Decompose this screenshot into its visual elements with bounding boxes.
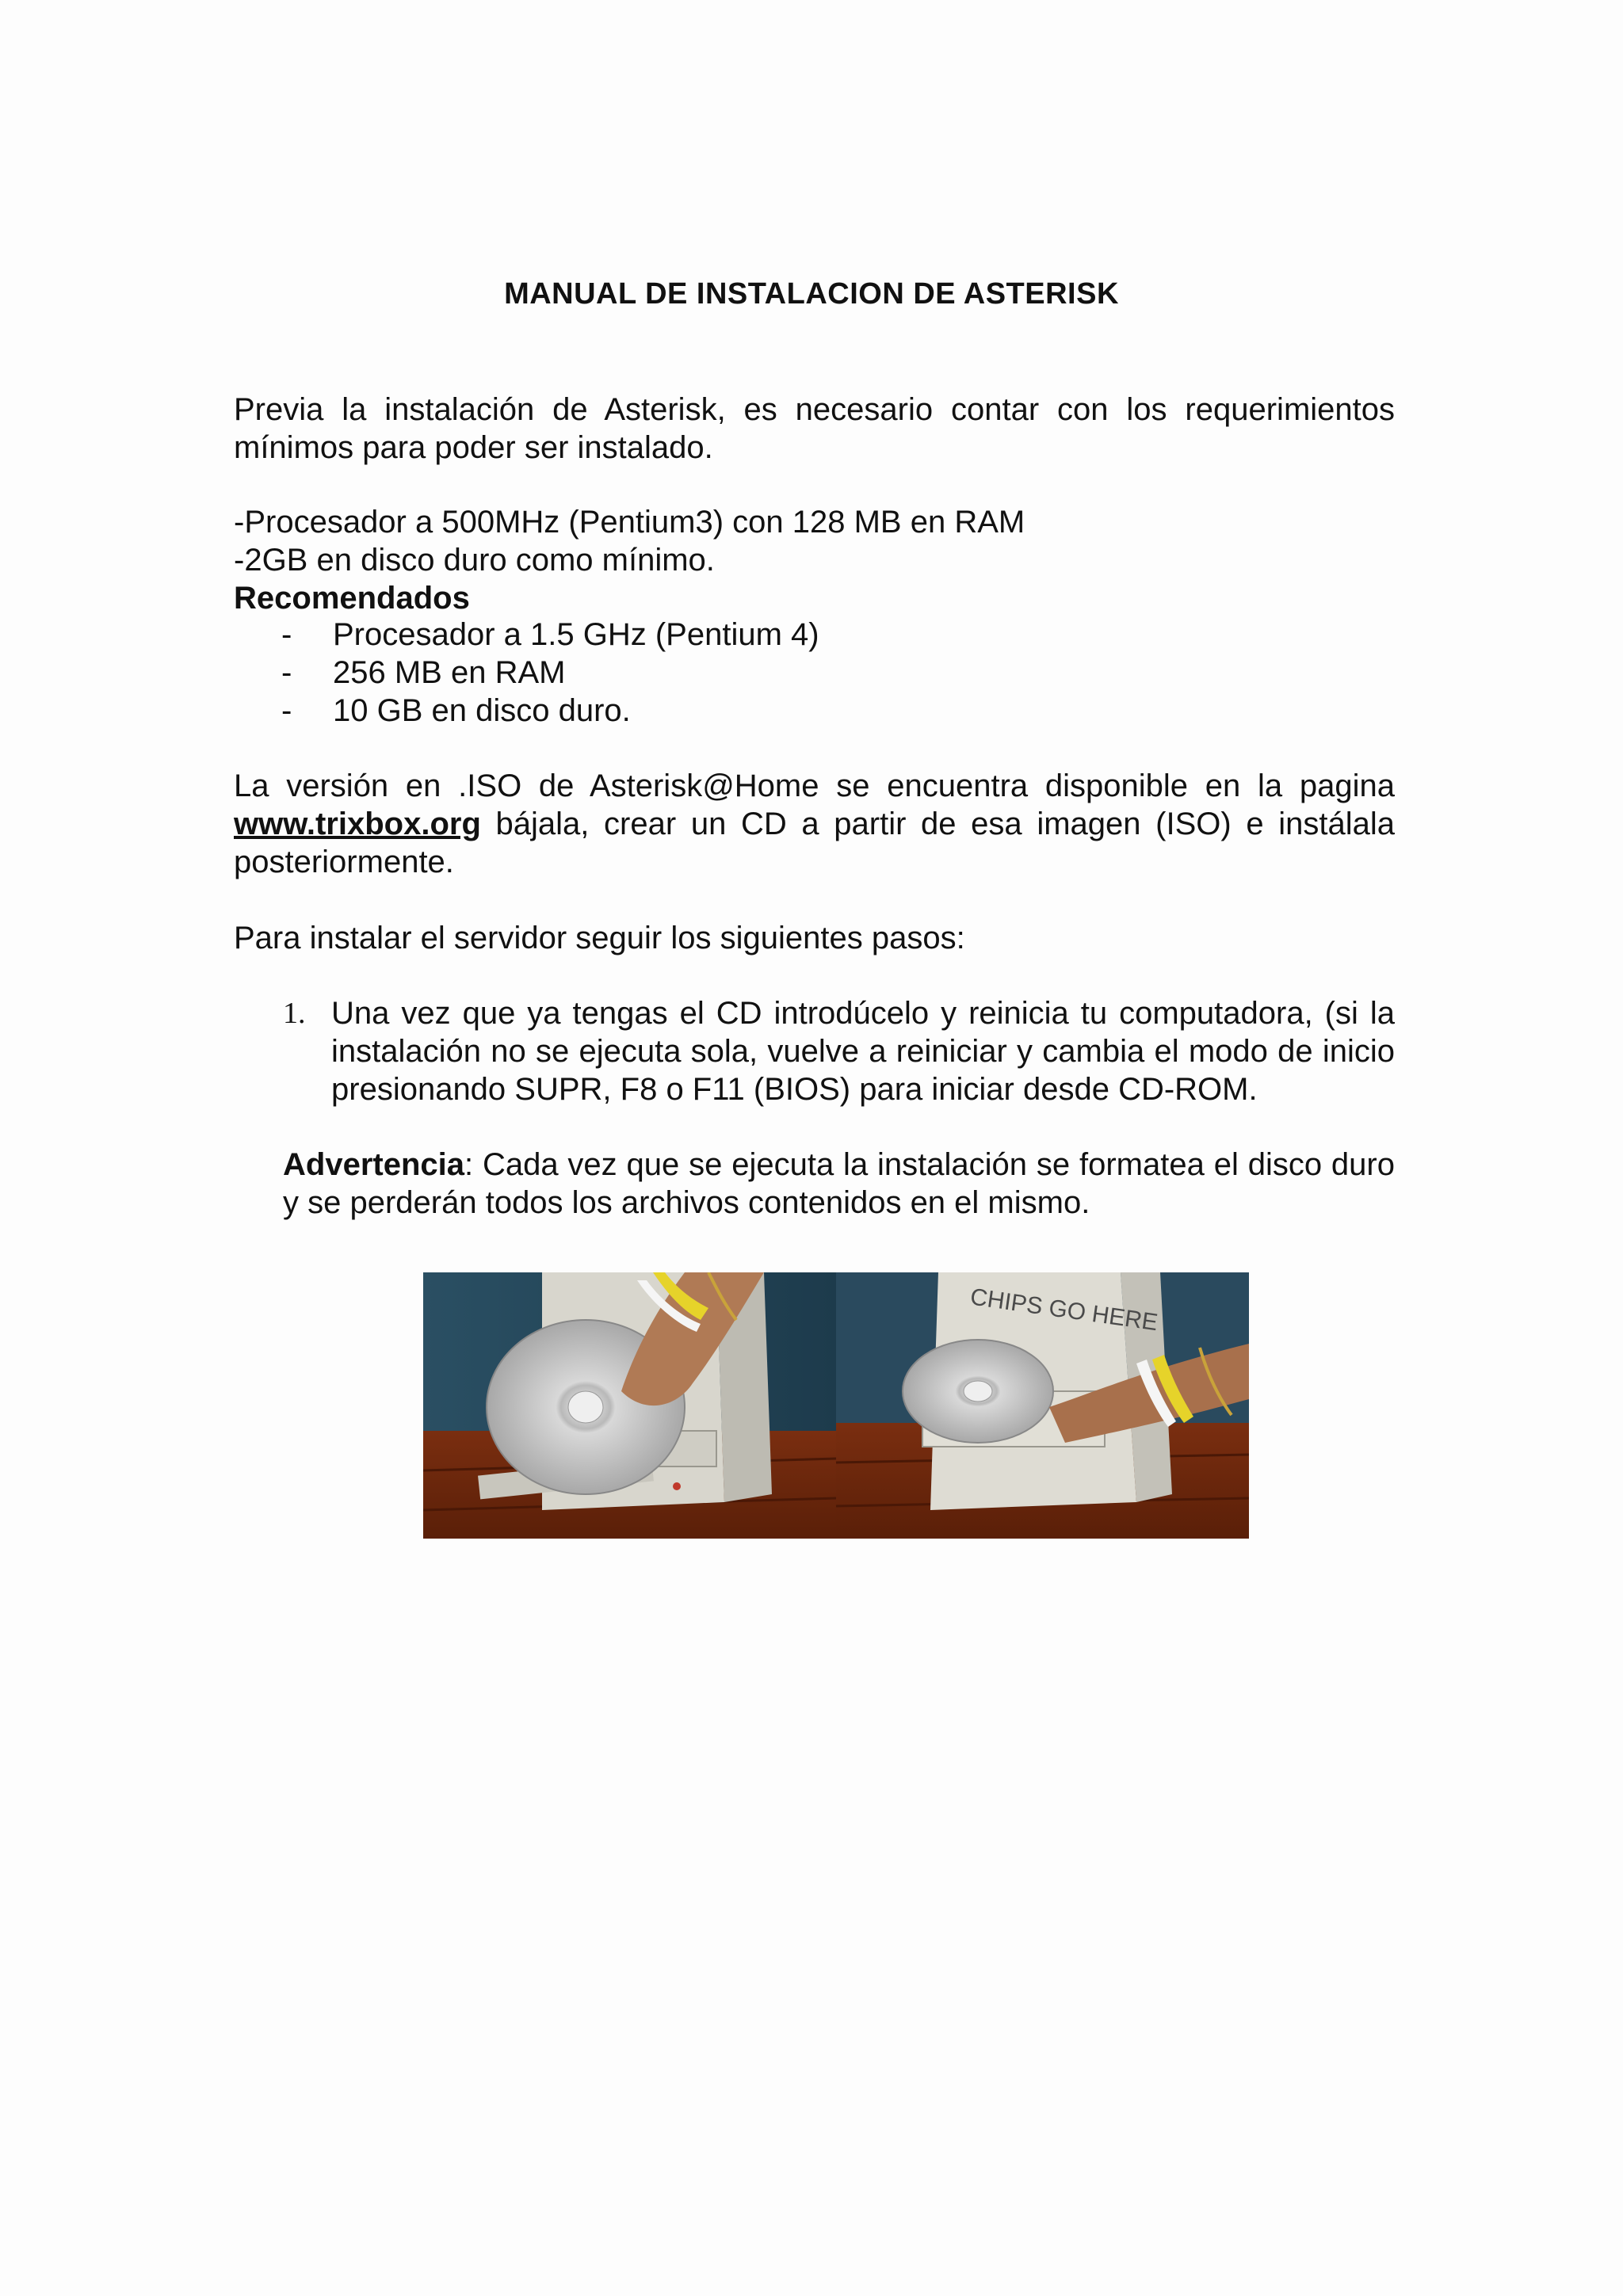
step-number: 1. bbox=[283, 997, 306, 1030]
intro-paragraph: Previa la instalación de Asterisk, es necesario contar con los requerimientos mínimos para poder ser instalado. bbox=[234, 392, 1395, 465]
dash-bullet: - bbox=[281, 617, 292, 652]
recommended-heading: Recomendados bbox=[234, 581, 470, 616]
list-item-text: 256 MB en RAM bbox=[333, 655, 566, 690]
list-item-text: 10 GB en disco duro. bbox=[333, 693, 631, 728]
cd-insertion-photo bbox=[423, 1272, 1249, 1539]
dash-bullet: - bbox=[281, 655, 292, 690]
steps-intro: Para instalar el servidor seguir los siguientes pasos: bbox=[234, 921, 965, 955]
page-title: MANUAL DE INSTALACION DE ASTERISK bbox=[504, 277, 1119, 311]
warning-label: Advertencia bbox=[283, 1147, 464, 1182]
photo-illustration bbox=[423, 1272, 1249, 1539]
dash-bullet: - bbox=[281, 693, 292, 728]
iso-text-after: bájala, crear un CD a partir de esa imagen (ISO) e instálala posteriormente. bbox=[234, 807, 1395, 879]
trixbox-link[interactable]: www.trixbox.org bbox=[234, 807, 481, 841]
warning-paragraph bbox=[283, 1146, 1395, 1222]
min-requirements bbox=[234, 503, 1395, 617]
min-requirement-item: -Procesador a 500MHz (Pentium3) con 128 MB en RAM bbox=[234, 505, 1025, 540]
warning-text: : Cada vez que se ejecuta la instalación se formatea el disco duro y se perderán todos los archivos contenidos en el mismo. bbox=[283, 1147, 1395, 1220]
step-text: Una vez que ya tengas el CD introdúcelo y reinicia tu computadora, (si la instalación no se ejecuta sola, vuelve a reiniciar y cambia el modo de inicio presionando SUPR, F8 o F11 (BIOS) para iniciar desde CD-ROM. bbox=[331, 996, 1395, 1107]
iso-text-before: La versión en .ISO de Asterisk@Home se encuentra disponible en la pagina bbox=[234, 769, 1395, 803]
list-item-text: Procesador a 1.5 GHz (Pentium 4) bbox=[333, 617, 819, 652]
sticker-text: CHIPS GO HERE bbox=[968, 1283, 1159, 1337]
iso-paragraph bbox=[234, 767, 1395, 881]
min-requirement-item: -2GB en disco duro como mínimo. bbox=[234, 543, 715, 578]
